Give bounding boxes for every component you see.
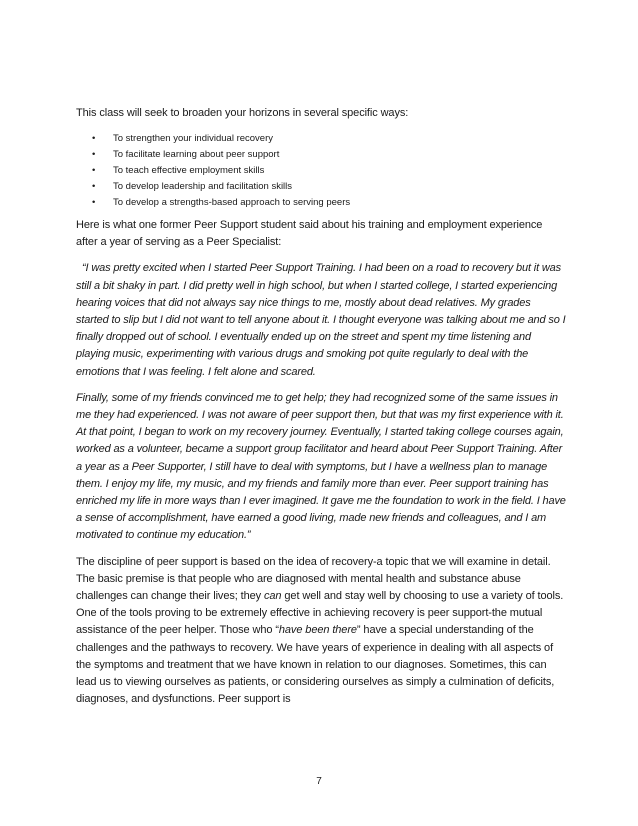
list-item — [76, 147, 566, 163]
peer-support-paragraph — [76, 554, 566, 709]
list-item — [76, 131, 566, 147]
bullet-icon: • — [92, 197, 96, 208]
testimonial-lead-in: Here is what one former Peer Support student said about his training and employment experience after a year of serving as a Peer Specialist: — [76, 219, 543, 249]
list-item-text: To develop a strengths-based approach to serving peers — [113, 197, 351, 208]
paragraph-text: The discipline of peer support is based on the idea of recovery-a topic that we will examine in detail. The basic premise is that people who are diagnosed with mental health and substance abuse challenges can change their lives; they — [76, 555, 551, 603]
document-page — [76, 105, 566, 717]
bullet-icon: • — [92, 149, 96, 160]
goals-list — [76, 131, 566, 211]
list-item-text: To develop leadership and facilitation skills — [113, 181, 293, 192]
emphasis-text: can — [264, 590, 282, 603]
list-item — [76, 179, 566, 195]
list-item-text: To teach effective employment skills — [113, 165, 265, 176]
testimonial-paragraph-1: “I was pretty excited when I started Peer Support Training. I had been on a road to recovery but it was still a bit shaky in part. I did pretty well in high school, but when I started college, I started experiencing hearing voices that did not always say nice things to me, mostly about dead relatives. My grades started to slip but I did not want to tell anyone about it. I thought everyone was talking about me and so I finally dropped out of school. I eventually ended up on the street and spent my time listening and playing music, experimenting with various drugs and smoking pot quite regularly to deal with the emotions that I was feeling. I felt alone and scared. — [76, 262, 566, 378]
testimonial-paragraph-2: Finally, some of my friends convinced me to get help; they had recognized some of the same issues in me they had experienced. I was not aware of peer support then, but that was my first experience with it. At that point, I began to work on my recovery journey. Eventually, I started taking college courses again, worked as a volunteer, became a support group facilitator and heard about Peer Support Training. After a year as a Peer Supporter, I still have to deal with symptoms, but I have a wellness plan to manage them. I enjoy my life, my music, and my friends and family more than ever. Peer support training has enriched my life in more ways than I ever imagined. It gave me the foundation to work in the field. I have a sense of accomplishment, have earned a good living, made new friends and colleagues, and I am motivated to continue my education.” — [76, 391, 566, 542]
bullet-icon: • — [92, 165, 96, 176]
intro-sentence: This class will seek to broaden your horizons in several specific ways: — [76, 107, 409, 119]
list-item — [76, 195, 566, 211]
list-item-text: To facilitate learning about peer support — [113, 149, 280, 160]
list-item — [76, 163, 566, 179]
page-number: 7 — [316, 776, 322, 787]
paragraph-text: ” have a special understanding of the challenges and the pathways to recovery. We have years of experience in dealing with all aspects of the symptoms and treatment that we have known in relation to our diagnoses. Sometimes, this can lead us to viewing ourselves as patients, or considering ourselves as simply a culmination of deficits, diagnoses, and dysfunctions. Peer support is — [76, 624, 555, 706]
list-item-text: To strengthen your individual recovery — [113, 133, 274, 144]
emphasis-text: have been there — [278, 624, 357, 637]
bullet-icon: • — [92, 133, 96, 144]
bullet-icon: • — [92, 181, 96, 192]
paragraph-text: get well and stay well by choosing to use a variety of tools. One of the tools proving to be extremely effective in achieving recovery is peer support-the mutual assistance of the peer helper. Those who “ — [76, 590, 564, 637]
